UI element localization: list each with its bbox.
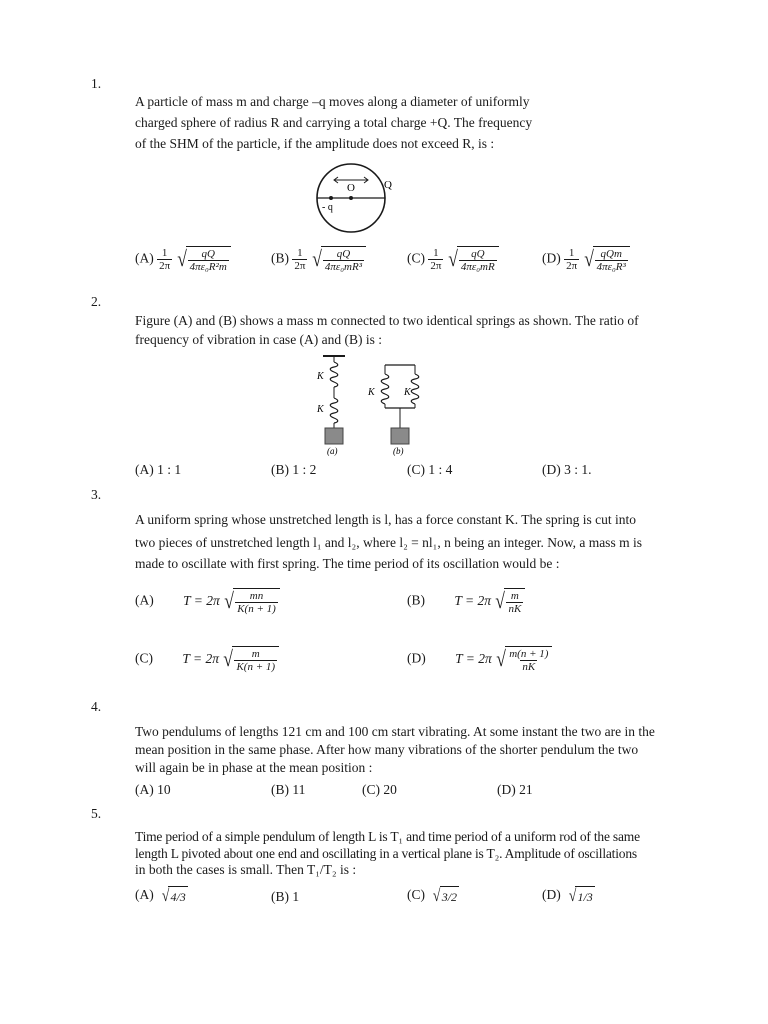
q1-option-c[interactable]: (C) $\frac{1}{2\pi}$ √ $\frac{qQ}{\text{4πε₀mR}}$: [407, 246, 499, 273]
q5-option-c[interactable]: (C) √ 3/2: [407, 886, 458, 905]
question-5-line-3: in both the cases is small. Then T₁/T₂ is :: [135, 862, 357, 877]
question-1-line-1: A particle of mass m and charge –q moves along a diameter of uniformly: [135, 94, 530, 109]
question-4-line-1: Two pendulums of lengths 121 cm and 100 cm start vibrating. At some instant the two are in the: [135, 724, 655, 739]
case-a-label: (a): [327, 446, 338, 456]
particle-point: [329, 196, 333, 200]
question-5-line-1: Time period of a simple pendulum of length L is T₁ and time period of a uniform rod of the same: [135, 829, 640, 844]
q5-option-b[interactable]: (B) 1: [271, 889, 300, 904]
spring-a-bottom-label: K: [317, 404, 324, 415]
q1-option-d[interactable]: (D) $\frac{1}{2\pi}$ √ $\frac{\text{qQm}}{\text{4πε₀R³}}$: [542, 246, 630, 273]
spring-b-left-label: K: [368, 387, 375, 398]
particle-charge-label: - q: [322, 202, 333, 213]
q3-option-b[interactable]: (B) T = 2π √ $\frac{m}{nK}$: [407, 588, 525, 615]
q1-option-a[interactable]: (A) $\frac{1}{2\pi}$ √ $\frac{qQ}{\text{4πε₀R²m}}$: [135, 246, 231, 273]
q3-option-c[interactable]: (C) T = 2π √ $\frac{m}{K(n + 1)}$: [135, 646, 279, 673]
charged-sphere-figure: [310, 160, 410, 236]
mass-b: [391, 428, 409, 444]
question-3-line-2: two pieces of unstretched length l₁ and l₂, where l₂ = nl₁, n being an integer. Now, a mass m is: [135, 535, 642, 550]
question-5-line-2: length L pivoted about one end and oscillating in a vertical plane is T₂. Amplitude of oscillations: [135, 846, 637, 861]
q1-option-b[interactable]: (B) $\frac{1}{2\pi}$ √ $\frac{qQ}{\text{4πε₀mR³}}$: [271, 246, 366, 273]
q2-option-d[interactable]: (D) 3 : 1.: [542, 462, 592, 477]
spring-b-right: [411, 374, 419, 404]
q2-option-b[interactable]: (B) 1 : 2: [271, 462, 317, 477]
sphere-charge-label: Q: [384, 179, 392, 191]
question-2-number: 2.: [91, 294, 102, 309]
mass-a: [325, 428, 343, 444]
question-2-line-2: frequency of vibration in case (A) and (B) is :: [135, 332, 383, 347]
q4-option-a[interactable]: (A) 10: [135, 782, 171, 797]
q3-option-d[interactable]: (D) T = 2π √ $\frac{m(n + 1)}{nK}$: [407, 646, 552, 673]
q2-option-a[interactable]: (A) 1 : 1: [135, 462, 182, 477]
question-3-line-1: A uniform spring whose unstretched length is l, has a force constant K. The spring is cut into: [135, 512, 637, 527]
question-4-number: 4.: [91, 699, 102, 714]
question-1-line-3: of the SHM of the particle, if the amplitude does not exceed R, is :: [135, 136, 495, 151]
spring-b-right-label: K: [404, 387, 411, 398]
question-2-line-1: Figure (A) and (B) shows a mass m connected to two identical springs as shown. The ratio of: [135, 313, 639, 328]
spring-a-bottom: [330, 398, 338, 423]
question-3-line-3: made to oscillate with first spring. The time period of its oscillation would be :: [135, 556, 560, 571]
question-5-number: 5.: [91, 806, 102, 821]
q4-option-b[interactable]: (B) 11: [271, 782, 306, 797]
springs-figure: [305, 352, 435, 458]
q2-option-c[interactable]: (C) 1 : 4: [407, 462, 453, 477]
q5-option-a[interactable]: (A) √ 4/3: [135, 886, 186, 905]
question-1-number: 1.: [91, 76, 102, 91]
q4-option-d[interactable]: (D) 21: [497, 782, 533, 797]
question-4-line-3: will again be in phase at the mean position :: [135, 760, 373, 775]
q5-option-d[interactable]: (D) √ 1/3: [542, 886, 593, 905]
question-4-line-2: mean position in the same phase. After how many vibrations of the shorter pendulum the two: [135, 742, 639, 757]
q3-option-a[interactable]: (A) T = 2π √ $\frac{mn}{K(n + 1)}$: [135, 588, 280, 615]
center-label: O: [347, 182, 355, 194]
question-3-number: 3.: [91, 487, 102, 502]
spring-a-top-label: K: [317, 371, 324, 382]
q4-option-c[interactable]: (C) 20: [362, 782, 397, 797]
case-b-label: (b): [393, 446, 404, 456]
spring-b-left: [381, 374, 389, 404]
spring-a-top: [330, 362, 338, 387]
question-1-line-2: charged sphere of radius R and carrying a total charge +Q. The frequency: [135, 115, 533, 130]
center-point: [349, 196, 353, 200]
